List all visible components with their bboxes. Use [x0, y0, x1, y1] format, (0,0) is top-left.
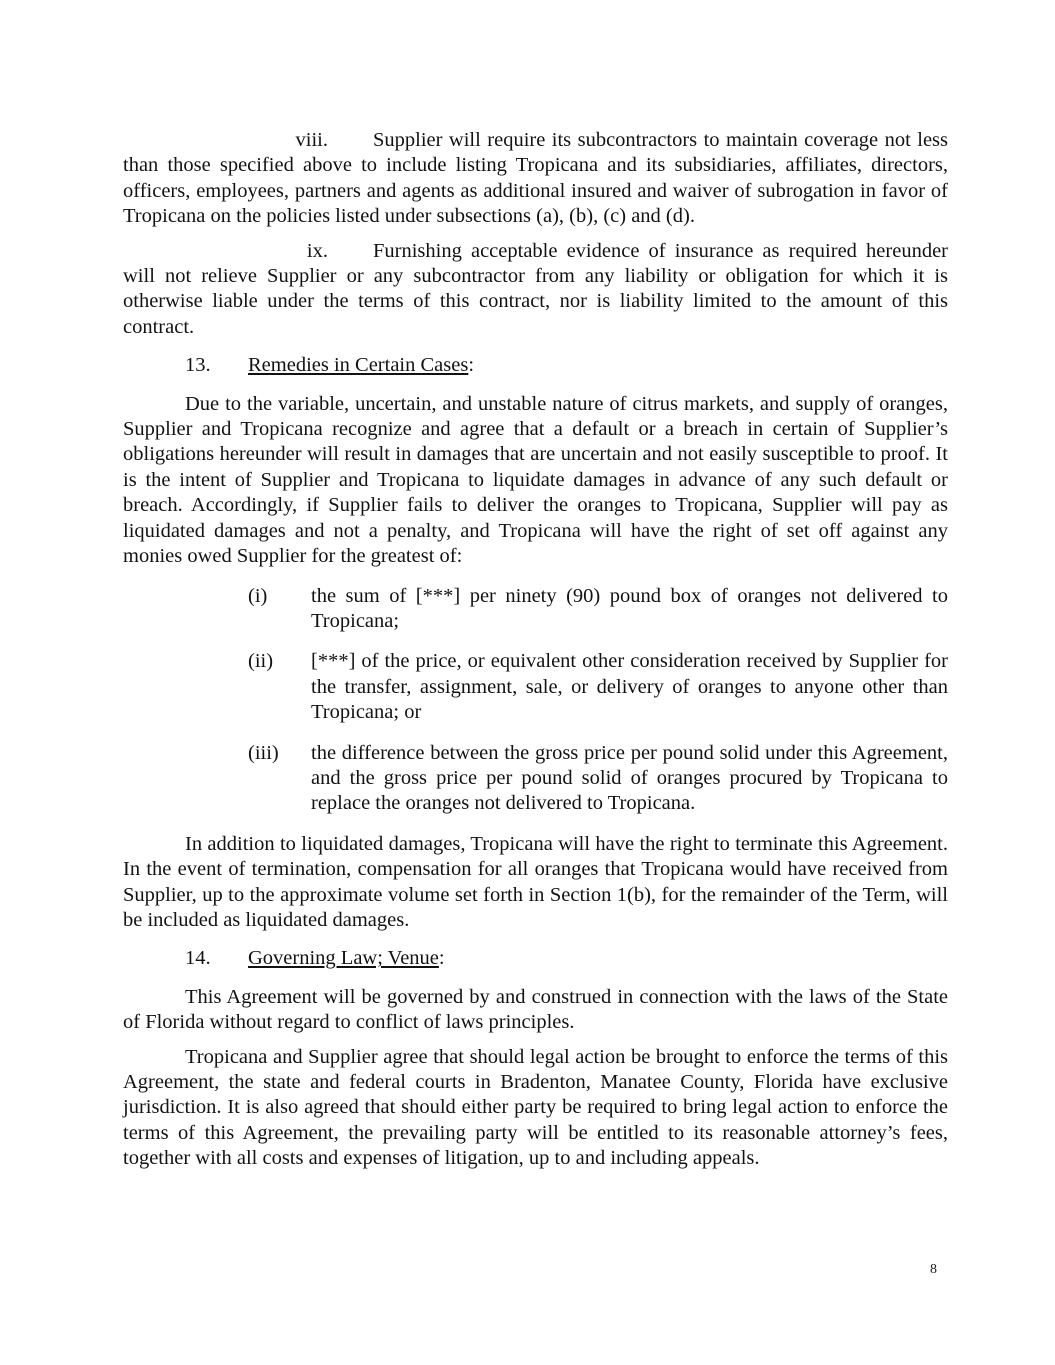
- section-13-number: 13.: [185, 354, 211, 377]
- paragraph-venue: Tropicana and Supplier agree that should legal action be brought to enforce the terms of this Agreement, the state and federal courts in Bradenton, Manatee County, Florida have exclusive jurisdiction. It is also agreed that should either party be required to bring legal action to enforce the terms of this Agreement, the prevailing party will be entitled to its reasonable attorney’s fees, together with all costs and expenses of litigation, up to and including appeals.: [123, 1045, 948, 1170]
- section-14-heading: [185, 946, 948, 971]
- clause-viii-text: Supplier will require its subcontractors to maintain coverage not less than those specified above to include listing Tropicana and its subsidiaries, affiliates, directors, officers, employees, partners and agents as additional insured and waiver of subrogation in favor of Tropicana on the policies listed under subsections (a), (b), (c) and (d).: [123, 129, 948, 228]
- document-body: [123, 128, 948, 1181]
- section-14-colon: :: [438, 947, 445, 970]
- remedy-item-i: [248, 584, 948, 635]
- section-13-heading: [185, 353, 948, 378]
- remedy-item-ii: [248, 649, 948, 725]
- remedy-i-label: (i): [248, 584, 268, 607]
- clause-viii-number: viii.: [295, 129, 328, 151]
- remedy-iii-label: (iii): [248, 741, 279, 764]
- remedy-i-text: the sum of [***] per ninety (90) pound box of oranges not delivered to Tropicana;: [311, 584, 948, 632]
- clause-viii: [123, 128, 948, 230]
- clause-ix: [123, 239, 948, 341]
- section-14-number: 14.: [185, 947, 211, 970]
- paragraph-liquidated-damages: Due to the variable, uncertain, and unstable nature of citrus markets, and supply of oranges, Supplier and Tropicana recognize and agree that a default or a breach in certain of Supplier’s obligations hereunder will result in damages that are uncertain and not easily susceptible to proof. It is the intent of Supplier and Tropicana to liquidate damages in advance of any such default or breach. Accordingly, if Supplier fails to deliver the oranges to Tropicana, Supplier will pay as liquidated damages and not a penalty, and Tropicana will have the right of set off against any monies owed Supplier for the greatest of:: [123, 392, 948, 568]
- section-14-title: Governing Law; Venue: [248, 947, 439, 970]
- section-13-colon: :: [468, 354, 475, 377]
- page-number: 8: [930, 1262, 937, 1277]
- remedy-iii-text: the difference between the gross price per pound solid under this Agreement, and the gross price per pound solid of oranges procured by Tropicana to replace the oranges not delivered to Tropicana.: [311, 741, 948, 815]
- paragraph-governing-law: This Agreement will be governed by and construed in connection with the laws of the State of Florida without regard to conflict of laws principles.: [123, 985, 948, 1034]
- clause-ix-number: ix.: [306, 239, 328, 262]
- remedy-ii-text: [***] of the price, or equivalent other consideration received by Supplier for the transfer, assignment, sale, or delivery of oranges to anyone other than Tropicana; or: [311, 650, 948, 724]
- remedy-item-iii: [248, 741, 948, 817]
- clause-ix-text: Furnishing acceptable evidence of insurance as required hereunder will not relieve Supplier or any subcontractor from any liability or obligation for which it is otherwise liable under the terms of this contract, nor is liability limited to the amount of this contract.: [123, 239, 948, 338]
- section-13-title: Remedies in Certain Cases: [248, 354, 469, 377]
- remedy-ii-label: (ii): [248, 650, 274, 673]
- paragraph-termination: In addition to liquidated damages, Tropicana will have the right to terminate this Agreement. In the event of termination, compensation for all oranges that Tropicana would have received from Supplier, up to the approximate volume set forth in Section 1(b), for the remainder of the Term, will be included as liquidated damages.: [123, 832, 948, 931]
